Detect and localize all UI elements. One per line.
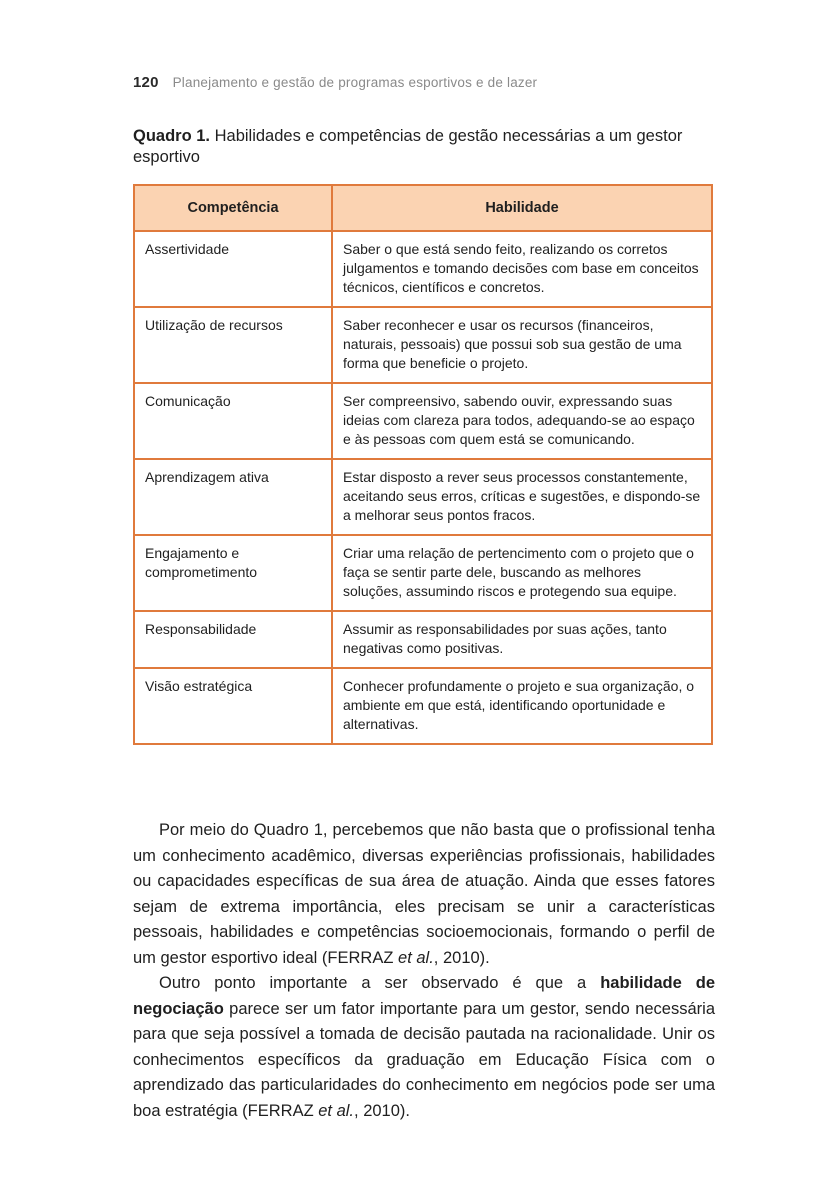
citation-end: , 2010). [433, 948, 490, 967]
table-row [134, 668, 712, 744]
table-row [134, 383, 712, 459]
table-row [134, 459, 712, 535]
column-header-habilidade: Habilidade [332, 185, 712, 231]
competencia-cell: Aprendizagem ativa [134, 459, 332, 535]
paragraph-text: parece ser um fator importante para um gestor, sendo necessária para que seja possível a tomada de decisão pautada na racionalidade. Unir os conhecimentos específicos da graduação em Educação Física com o aprendizado das particularidades do conhecimento em negócios pode ser uma boa estratégia (FERRAZ [133, 999, 715, 1120]
table-row [134, 307, 712, 383]
habilidade-cell: Saber o que está sendo feito, realizando os corretos julgamentos e tomando decisões com base em conceitos técnicos, científicos e concretos. [332, 231, 712, 307]
habilidade-cell: Ser compreensivo, sabendo ouvir, expressando suas ideias com clareza para todos, adequando-se ao espaço e às pessoas com quem está se comunicando. [332, 383, 712, 459]
table-header-row [134, 185, 712, 231]
page-number: 120 [133, 74, 159, 91]
table-row [134, 231, 712, 307]
habilidade-cell: Saber reconhecer e usar os recursos (financeiros, naturais, pessoais) que possui sob sua gestão de uma forma que beneficie o projeto. [332, 307, 712, 383]
table-row [134, 535, 712, 611]
paragraph-text: Por meio do Quadro 1, percebemos que não basta que o profissional tenha um conhecimento acadêmico, diversas experiências profissionais, habilidades ou capacidades específicas de sua área de atuação. Ainda que esses fatores sejam de extrema importância, eles precisam se unir a características pessoais, habilidades e competências socioemocionais, formando o perfil de um gestor esportivo ideal (FERRAZ [133, 821, 715, 967]
running-title: Planejamento e gestão de programas esportivos e de lazer [172, 75, 538, 90]
competencia-cell: Utilização de recursos [134, 307, 332, 383]
competencia-cell: Assertividade [134, 231, 332, 307]
column-header-competencia: Competência [134, 185, 332, 231]
paragraph [133, 818, 715, 971]
caption-label: Quadro 1. [133, 127, 211, 145]
running-header [133, 74, 537, 91]
competencia-cell: Engajamento e comprometimento [134, 535, 332, 611]
et-al-italic: et al. [318, 1101, 355, 1120]
habilidade-cell: Conhecer profundamente o projeto e sua organização, o ambiente em que está, identificando oportunidade e alternativas. [332, 668, 712, 744]
competencia-cell: Visão estratégica [134, 668, 332, 744]
bold-term: habilidade de negociação [133, 974, 715, 1018]
habilidade-cell: Criar uma relação de pertencimento com o projeto que o faça se sentir parte dele, buscando as melhores soluções, assumindo riscos e protegendo sua equipe. [332, 535, 712, 611]
caption-text: Habilidades e competências de gestão necessárias a um gestor esportivo [133, 127, 683, 166]
habilidade-cell: Assumir as responsabilidades por suas ações, tanto negativas como positivas. [332, 611, 712, 668]
competencies-table [133, 184, 713, 745]
citation-end: , 2010). [354, 1101, 410, 1120]
table-caption [133, 126, 718, 168]
competencia-cell: Responsabilidade [134, 611, 332, 668]
body-text [133, 818, 715, 1124]
habilidade-cell: Estar disposto a rever seus processos constantemente, aceitando seus erros, críticas e sugestões, e dispondo-se a melhorar seus pontos fracos. [332, 459, 712, 535]
paragraph [133, 971, 715, 1124]
paragraph-text: Outro ponto importante a ser observado é que a [159, 974, 601, 992]
table-row [134, 611, 712, 668]
competencia-cell: Comunicação [134, 383, 332, 459]
et-al-italic: et al. [398, 948, 434, 967]
